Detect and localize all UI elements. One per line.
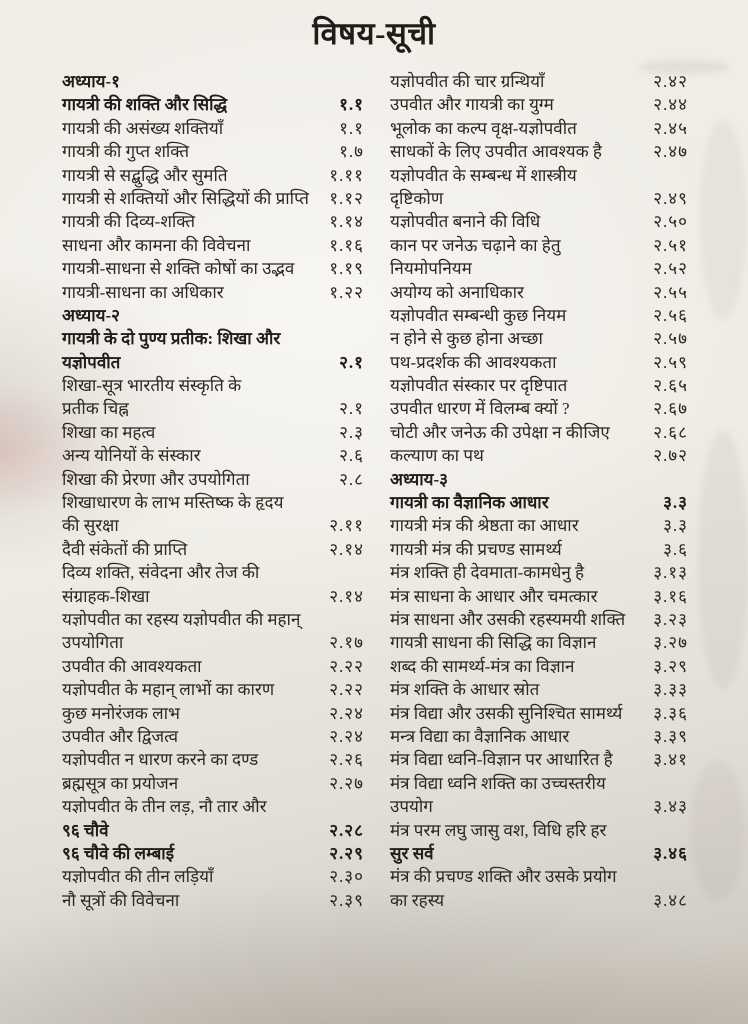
toc-entry-page-number: २.४४ [653, 95, 688, 115]
toc-entry-title: नियमोपनियम [390, 259, 472, 279]
toc-entry-row [62, 140, 364, 163]
toc-entry-title: मंत्र की प्रचण्ड शक्ति और उसके प्रयोग [390, 867, 617, 887]
toc-entry-page-number: २.४९ [653, 188, 688, 208]
toc-entry-page-number: २.५१ [653, 235, 688, 255]
toc-entry-page-number: २.५९ [653, 352, 688, 372]
toc-entry-page-number: २.४५ [653, 118, 688, 138]
toc-entry-page-number: २.१४ [329, 586, 364, 606]
toc-entry-page-number: २.३ [339, 422, 364, 442]
toc-entry-page-number: २.७२ [653, 446, 688, 466]
toc-entry-title: गायत्री का वैज्ञानिक आधार [390, 493, 549, 513]
toc-entry-page-number: ३.३९ [653, 726, 688, 746]
toc-entry-page-number: ३.१६ [653, 586, 688, 606]
toc-entry-page-number: ३.२९ [653, 656, 688, 676]
page-title: विषय-सूची [312, 16, 436, 51]
toc-entry-page-number: २.६५ [653, 376, 688, 396]
toc-column-right [390, 70, 688, 912]
toc-entry-page-number: २.१ [339, 399, 364, 419]
toc-entry-row [390, 585, 688, 608]
toc-entry-title: यज्ञोपवीत [62, 352, 121, 372]
toc-entry-title: शिखाधारण के लाभ मस्तिष्क के हृदय [62, 493, 284, 513]
ink-bleed-through [700, 120, 746, 320]
toc-entry-row [390, 351, 688, 374]
toc-entry-row [390, 678, 688, 701]
toc-entry-row [390, 234, 688, 257]
toc-entry-title: शिखा की प्रेरणा और उपयोगिता [62, 469, 250, 489]
toc-entry-row [390, 702, 688, 725]
toc-entry-page-number: ३.६ [663, 539, 688, 559]
toc-entry-title: गायत्री के दो पुण्य प्रतीक: शिखा और [62, 329, 281, 349]
toc-entry-title: यज्ञोपवीत के महान् लाभों का कारण [62, 680, 275, 700]
toc-entry-title: गायत्री की दिव्य-शक्ति [62, 212, 196, 232]
toc-entry-row [390, 772, 688, 795]
toc-entry-title: की सुरक्षा [62, 516, 119, 536]
toc-entry-title: यज्ञोपवीत की चार ग्रन्थियाँ [390, 72, 545, 91]
toc-entry-page-number: २.४७ [653, 142, 688, 162]
toc-entry-page-number: ३.३६ [653, 703, 688, 723]
toc-entry-row [62, 889, 364, 912]
toc-entry-row [62, 725, 364, 748]
toc-entry-title: मंत्र विद्या और उसकी सुनिश्चित सामर्थ्य [390, 703, 623, 723]
toc-entry-row [390, 865, 688, 888]
toc-entry-title: प्रतीक चिह्न [62, 399, 129, 419]
toc-entry-page-number: १.१ [339, 118, 364, 138]
toc-entry-title: गायत्री से शक्तियों और सिद्धियों की प्राप्ति [62, 188, 309, 208]
toc-entry-title: शिखा-सूत्र भारतीय संस्कृति के [62, 376, 242, 396]
toc-entry-page-number: २.२८ [329, 820, 364, 840]
toc-entry-row [390, 327, 688, 350]
toc-entry-title: अध्याय-३ [390, 469, 449, 489]
toc-entry-title: सुर सर्व [390, 843, 434, 863]
toc-entry-title: गायत्री से सद्बुद्धि और सुमति [62, 165, 228, 185]
toc-entry-row [390, 795, 688, 818]
toc-entry-title: मंत्र साधना के आधार और चमत्कार [390, 586, 598, 606]
toc-entry-title: शब्द की सामर्थ्य-मंत्र का विज्ञान [390, 656, 575, 676]
toc-entry-title: यज्ञोपवीत के सम्बन्ध में शास्त्रीय [390, 165, 577, 185]
toc-entry-row [390, 819, 688, 842]
toc-entry-row [390, 608, 688, 631]
toc-entry-row [390, 631, 688, 654]
toc-entry-title: गायत्री मंत्र की श्रेष्ठता का आधार [390, 516, 579, 536]
toc-entry-row [390, 748, 688, 771]
toc-entry-title: शिखा का महत्व [62, 422, 156, 442]
toc-entry-page-number: ३.४१ [653, 750, 688, 770]
toc-entry-row [62, 631, 364, 654]
toc-entry-title: मंत्र शक्ति ही देवमाता-कामधेनु है [390, 563, 585, 583]
toc-entry-title: पथ-प्रदर्शक की आवश्यकता [390, 352, 557, 372]
ink-bleed-through [698, 430, 748, 690]
toc-entry-title: का रहस्य [390, 890, 445, 910]
toc-entry-row [62, 444, 364, 467]
toc-entry-page-number: २.२६ [329, 750, 364, 770]
toc-entry-title: भूलोक का कल्प वृक्ष-यज्ञोपवीत [390, 118, 577, 138]
toc-entry-row [62, 117, 364, 140]
toc-entry-page-number: ३.३ [663, 516, 688, 536]
toc-entry-row [62, 514, 364, 537]
toc-entry-page-number: २.२७ [329, 773, 364, 793]
toc-entry-row [62, 281, 364, 304]
toc-entry-page-number: १.१६ [329, 235, 364, 255]
toc-entry-row [390, 842, 688, 865]
toc-entry-page-number: २.८ [339, 469, 364, 489]
toc-entry-row [62, 795, 364, 818]
toc-entry-page-number: २.२२ [329, 680, 364, 700]
toc-entry-title: गायत्री-साधना का अधिकार [62, 282, 224, 302]
toc-entry-row [390, 538, 688, 561]
toc-entry-page-number: २.२४ [329, 703, 364, 723]
toc-entry-title: गायत्री-साधना से शक्ति कोषों का उद्भव [62, 259, 295, 279]
toc-entry-row [62, 655, 364, 678]
toc-entry-title: उपयोग [390, 797, 433, 817]
toc-entry-title: गायत्री मंत्र की प्रचण्ड सामर्थ्य [390, 539, 562, 559]
toc-entry-page-number: १.२२ [329, 282, 364, 302]
toc-entry-title: उपयोगिता [62, 633, 124, 653]
toc-entry-row [390, 561, 688, 584]
toc-entry-row [62, 164, 364, 187]
toc-entry-title: यज्ञोपवीत की तीन लड़ियाँ [62, 867, 214, 887]
chapter-heading-row [62, 304, 364, 327]
toc-entry-page-number: २.२९ [329, 843, 364, 863]
toc-entry-page-number: २.११ [329, 516, 364, 536]
toc-entry-title: उपवीत धारण में विलम्ब क्यों ? [390, 399, 570, 419]
toc-entry-row [390, 725, 688, 748]
toc-entry-row [390, 514, 688, 537]
toc-entry-page-number: २.३० [329, 867, 364, 887]
toc-entry-page-number: २.१७ [329, 633, 364, 653]
toc-entry-row [390, 491, 688, 514]
toc-entry-page-number: ३.२३ [653, 609, 688, 629]
toc-entry-page-number: १.१ [339, 95, 364, 115]
toc-entry-row [390, 444, 688, 467]
toc-entry-title: साधना और कामना की विवेचना [62, 235, 251, 255]
toc-entry-page-number: १.११ [329, 165, 364, 185]
toc-entry-title: यज्ञोपवीत संस्कार पर दृष्टिपात [390, 376, 568, 396]
toc-entry-page-number: २.५७ [653, 329, 688, 349]
toc-entry-title: अध्याय-१ [62, 72, 121, 91]
toc-entry-page-number: ३.३ [663, 493, 688, 513]
toc-entry-title: मंत्र शक्ति के आधार स्रोत [390, 680, 540, 700]
toc-entry-row [390, 421, 688, 444]
toc-entry-page-number: २.४२ [653, 72, 688, 91]
toc-entry-row [62, 608, 364, 631]
toc-entry-title: न होने से कुछ होना अच्छा [390, 329, 543, 349]
toc-entry-page-number: ३.४८ [653, 890, 688, 910]
toc-entry-title: उपवीत और द्विजत्व [62, 726, 179, 746]
toc-entry-row [390, 655, 688, 678]
toc-entry-page-number: २.६ [339, 446, 364, 466]
toc-entry-page-number: २.५० [653, 212, 688, 232]
toc-entry-row [62, 748, 364, 771]
toc-entry-page-number: १.१९ [329, 259, 364, 279]
toc-entry-row [62, 561, 364, 584]
toc-entry-page-number: २.३९ [329, 890, 364, 910]
toc-entry-title: ९६ चौवे [62, 820, 109, 840]
toc-entry-title: संग्राहक-शिखा [62, 586, 150, 606]
toc-entry-page-number: २.५६ [653, 305, 688, 325]
toc-entry-row [390, 70, 688, 93]
toc-entry-row [390, 164, 688, 187]
toc-column-left [62, 70, 364, 912]
toc-entry-title: चोटी और जनेऊ की उपेक्षा न कीजिए [390, 422, 610, 442]
toc-entry-row [62, 93, 364, 116]
toc-entry-row [390, 257, 688, 280]
toc-entry-row [62, 702, 364, 725]
ink-bleed-through [690, 760, 745, 900]
toc-entry-row [62, 187, 364, 210]
toc-entry-row [62, 842, 364, 865]
toc-entry-row [62, 538, 364, 561]
toc-entry-title: उपवीत और गायत्री का युग्म [390, 95, 554, 115]
toc-entry-title: अध्याय-२ [62, 305, 121, 325]
toc-entry-title: मंत्र साधना और उसकी रहस्यमयी शक्ति [390, 609, 626, 629]
toc-entry-row [390, 140, 688, 163]
toc-entry-page-number: २.५२ [653, 259, 688, 279]
toc-entry-row [62, 772, 364, 795]
toc-entry-title: साधकों के लिए उपवीत आवश्यक है [390, 142, 602, 162]
toc-entry-title: ब्रह्मसूत्र का प्रयोजन [62, 773, 179, 793]
toc-entry-title: कल्याण का पथ [390, 446, 484, 466]
toc-entry-row [390, 889, 688, 912]
toc-entry-title: मंत्र विद्या ध्वनि शक्ति का उच्चस्तरीय [390, 773, 606, 793]
toc-entry-title: दृष्टिकोण [390, 188, 444, 208]
toc-entry-page-number: २.६८ [653, 422, 688, 442]
toc-entry-row [62, 819, 364, 842]
toc-entry-title: उपवीत की आवश्यकता [62, 656, 202, 676]
toc-entry-page-number: १.१४ [329, 212, 364, 232]
toc-entry-title: यज्ञोपवीत का रहस्य यज्ञोपवीत की महान् [62, 609, 301, 629]
toc-entry-page-number: ३.१३ [653, 563, 688, 583]
toc-entry-row [390, 304, 688, 327]
toc-entry-title: मंत्र विद्या ध्वनि-विज्ञान पर आधारित है [390, 750, 613, 770]
toc-entry-title: नौ सूत्रों की विवेचना [62, 890, 180, 910]
toc-entry-row [390, 210, 688, 233]
toc-entry-row [62, 585, 364, 608]
toc-entry-row [62, 210, 364, 233]
toc-entry-title: मंत्र परम लघु जासु वश, विधि हरि हर [390, 820, 607, 840]
toc-entry-page-number: ३.२७ [653, 633, 688, 653]
chapter-heading-row [390, 468, 688, 491]
toc-entry-row [62, 257, 364, 280]
toc-entry-page-number: २.६७ [653, 399, 688, 419]
toc-entry-row [390, 397, 688, 420]
toc-entry-title: यज्ञोपवीत बनाने की विधि [390, 212, 541, 232]
toc-entry-title: कुछ मनोरंजक लाभ [62, 703, 180, 723]
toc-entry-title: यज्ञोपवीत सम्बन्धी कुछ नियम [390, 305, 567, 325]
toc-entry-title: यज्ञोपवीत के तीन लड़, नौ तार और [62, 797, 267, 817]
toc-entry-row [390, 374, 688, 397]
toc-entry-title: ९६ चौवे की लम्बाई [62, 843, 175, 863]
toc-entry-page-number: २.५५ [653, 282, 688, 302]
toc-entry-row [62, 327, 364, 350]
toc-entry-page-number: १.७ [339, 142, 364, 162]
toc-entry-row [62, 421, 364, 444]
toc-entry-row [62, 351, 364, 374]
toc-entry-title: अयोग्य को अनाधिकार [390, 282, 524, 302]
toc-entry-title: गायत्री की गुप्त शक्ति [62, 142, 190, 162]
toc-entry-page-number: ३.३३ [653, 680, 688, 700]
toc-entry-title: अन्य योनियों के संस्कार [62, 446, 201, 466]
toc-entry-row [62, 491, 364, 514]
toc-entry-page-number: २.१४ [329, 539, 364, 559]
toc-entry-title: दिव्य शक्ति, संवेदना और तेज की [62, 563, 260, 583]
toc-entry-title: गायत्री की शक्ति और सिद्धि [62, 95, 228, 115]
chapter-heading-row [62, 70, 364, 93]
toc-entry-title: दैवी संकेतों की प्राप्ति [62, 539, 188, 559]
toc-entry-row [390, 117, 688, 140]
toc-entry-row [390, 93, 688, 116]
toc-entry-page-number: २.२४ [329, 726, 364, 746]
toc-entry-row [62, 468, 364, 491]
toc-entry-row [62, 678, 364, 701]
toc-entry-row [62, 865, 364, 888]
toc-entry-page-number: २.१ [339, 352, 364, 372]
toc-entry-page-number: ३.४३ [653, 797, 688, 817]
toc-entry-title: कान पर जनेऊ चढ़ाने का हेतु [390, 235, 561, 255]
toc-entry-row [390, 187, 688, 210]
toc-entry-page-number: १.१२ [329, 188, 364, 208]
toc-entry-row [62, 397, 364, 420]
toc-entry-title: मन्त्र विद्या का वैज्ञानिक आधार [390, 726, 570, 746]
toc-entry-row [62, 234, 364, 257]
toc-entry-title: गायत्री साधना की सिद्धि का विज्ञान [390, 633, 597, 653]
toc-entry-page-number: २.२२ [329, 656, 364, 676]
toc-entry-title: गायत्री की असंख्य शक्तियाँ [62, 118, 224, 138]
toc-entry-row [390, 281, 688, 304]
toc-entry-title: यज्ञोपवीत न धारण करने का दण्ड [62, 750, 259, 770]
toc-entry-row [62, 374, 364, 397]
toc-entry-page-number: ३.४६ [653, 843, 688, 863]
